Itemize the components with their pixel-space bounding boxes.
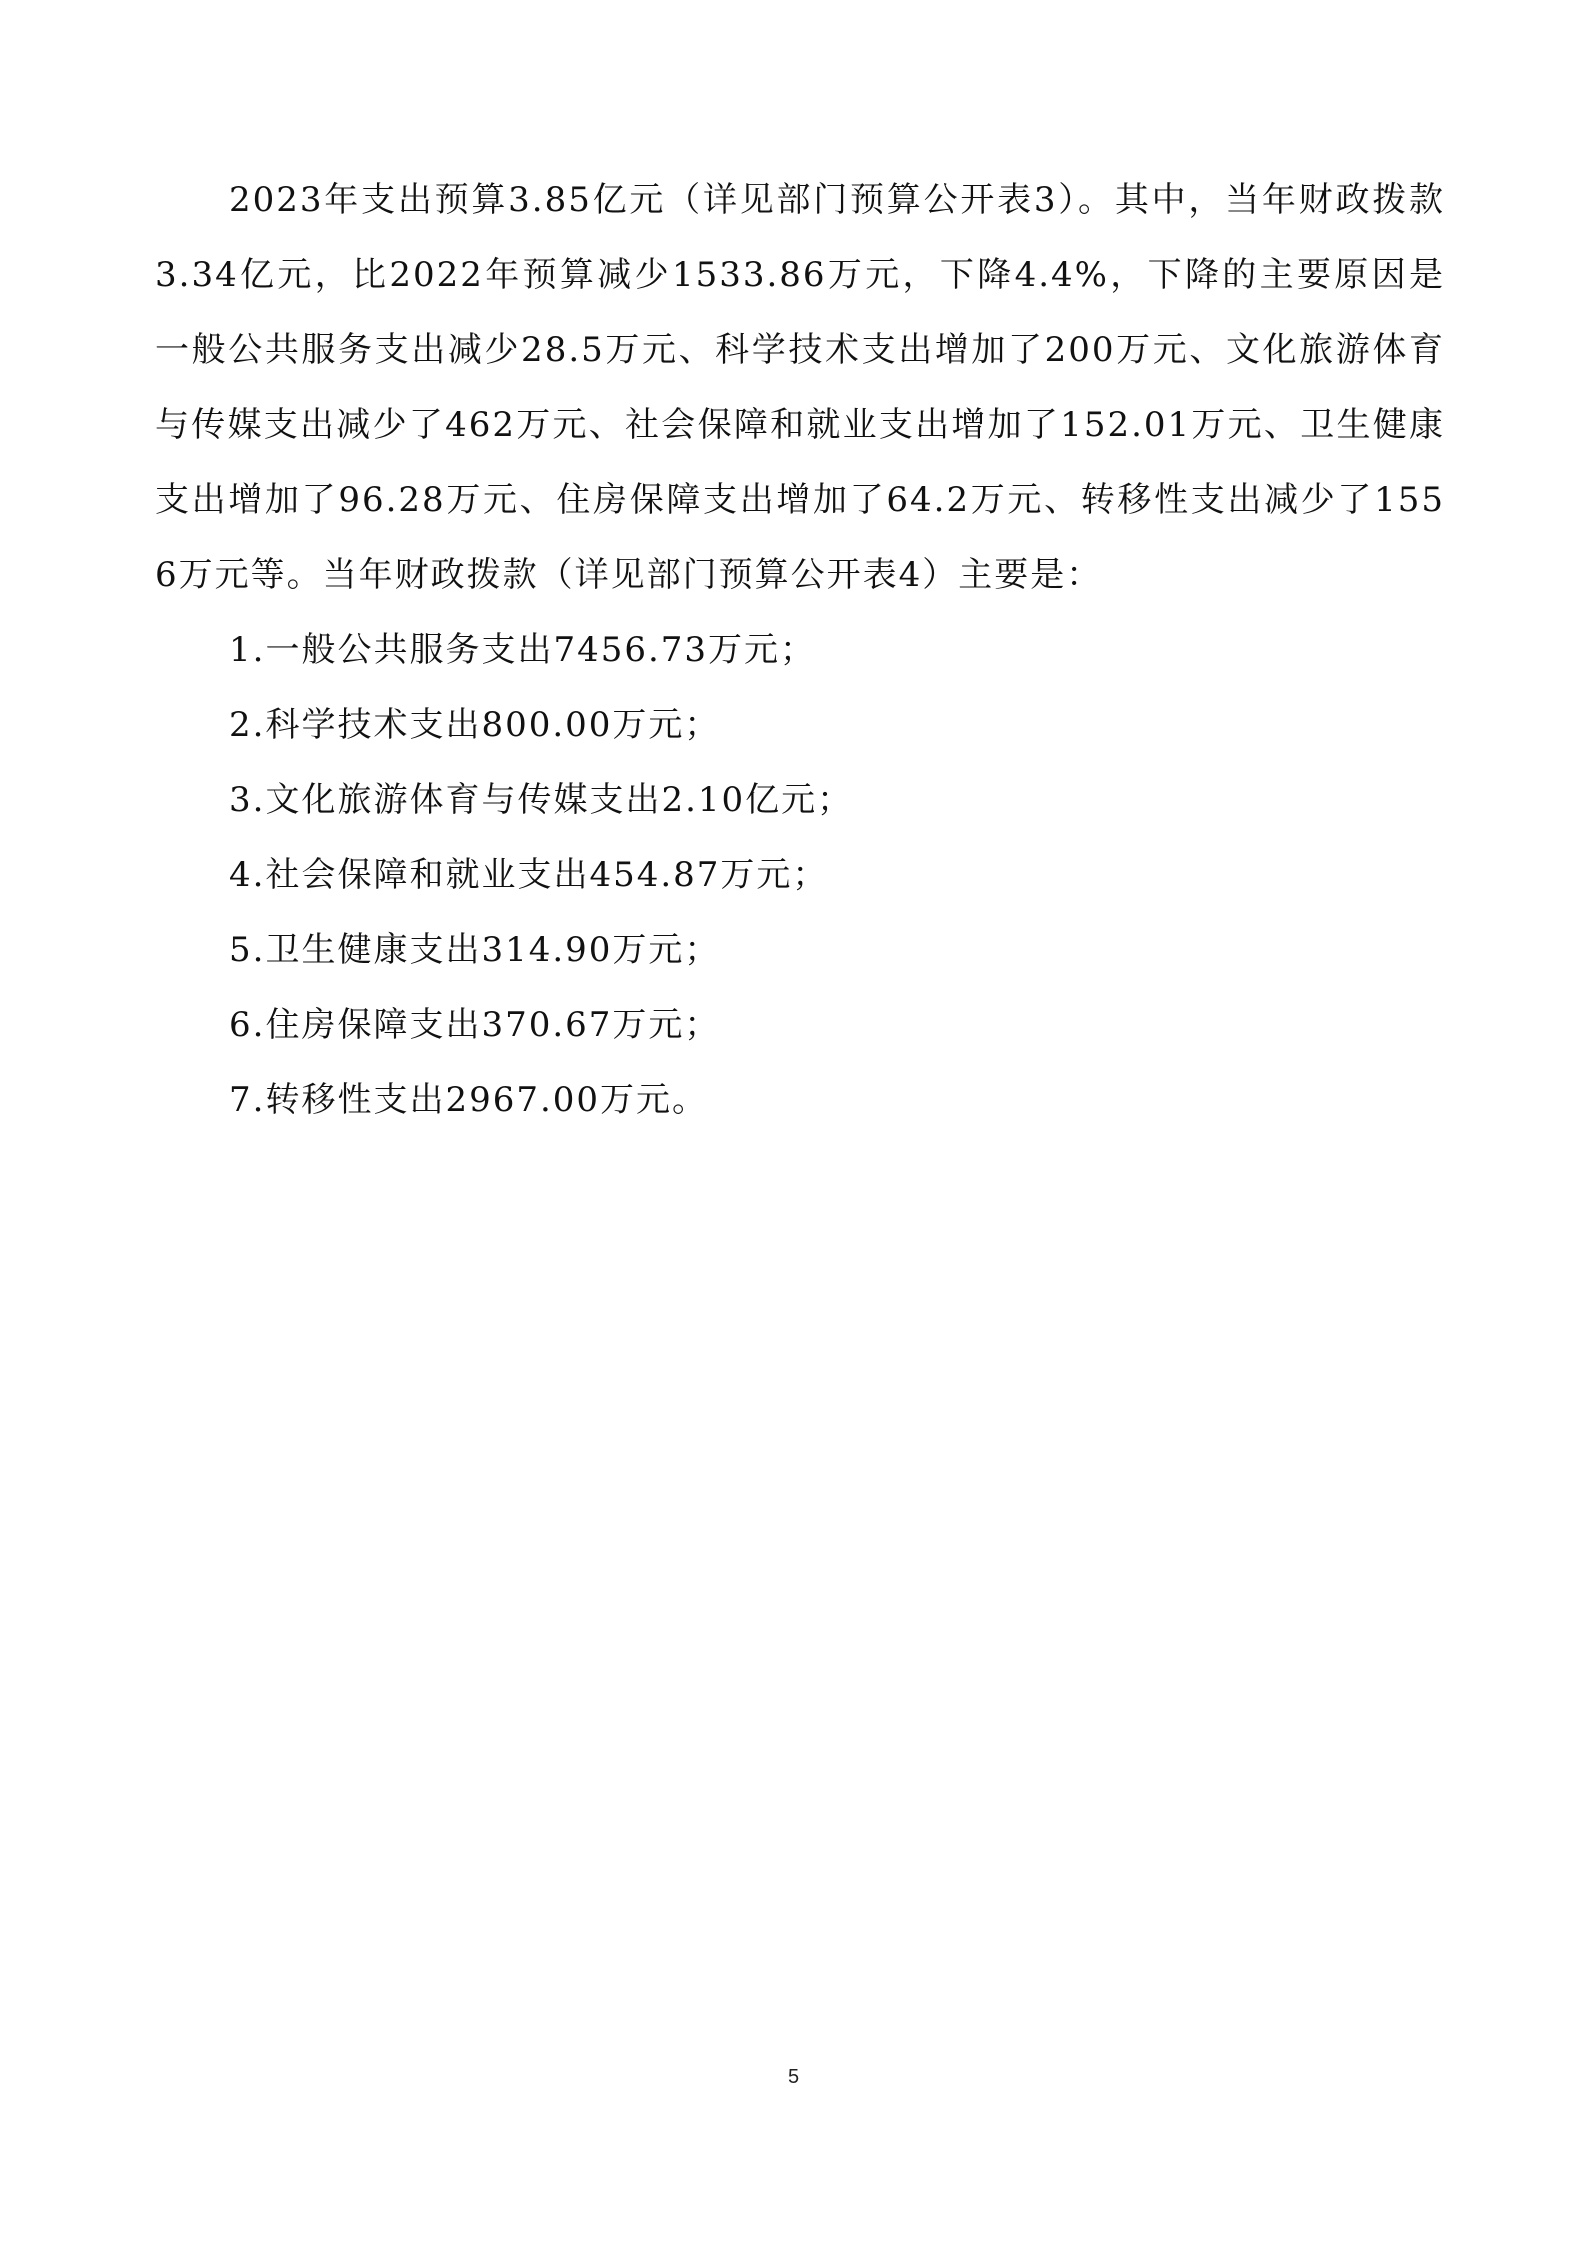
list-item-culture-tourism-sports-media: 3.文化旅游体育与传媒支出2.10亿元； (229, 780, 854, 820)
list-item-general-public-services: 1.一般公共服务支出7456.73万元； (229, 630, 817, 670)
budget-summary-paragraph: 2023年支出预算3.85亿元（详见部门预算公开表3）。其中，当年财政拨款3.34亿元，比2022年预算减少1533.86万元，下降4.4%，下降的主要原因是一般公共服务支出减少28.5万元、科学技术支出增加了200万元、文化旅游体育与传媒支出减少了462万元、社会保障和就业支出增加了152.01万元、卫生健康支出增加了96.28万元、住房保障支出增加了64.2万元、转移性支出减少了1556万元等。当年财政拨款（详见部门预算公开表4）主要是： (155, 180, 1445, 595)
document-body (155, 163, 1445, 1138)
list-item-science-technology: 2.科学技术支出800.00万元； (229, 705, 721, 745)
list-item-housing-security: 6.住房保障支出370.67万元； (229, 1005, 721, 1045)
page-number: 5 (787, 2066, 800, 2088)
list-item-transfer-payments: 7.转移性支出2967.00万元。 (229, 1080, 709, 1120)
list-item-social-security-employment: 4.社会保障和就业支出454.87万元； (229, 855, 829, 895)
list-item-health: 5.卫生健康支出314.90万元； (229, 930, 721, 970)
appropriation-list (155, 613, 1445, 1138)
